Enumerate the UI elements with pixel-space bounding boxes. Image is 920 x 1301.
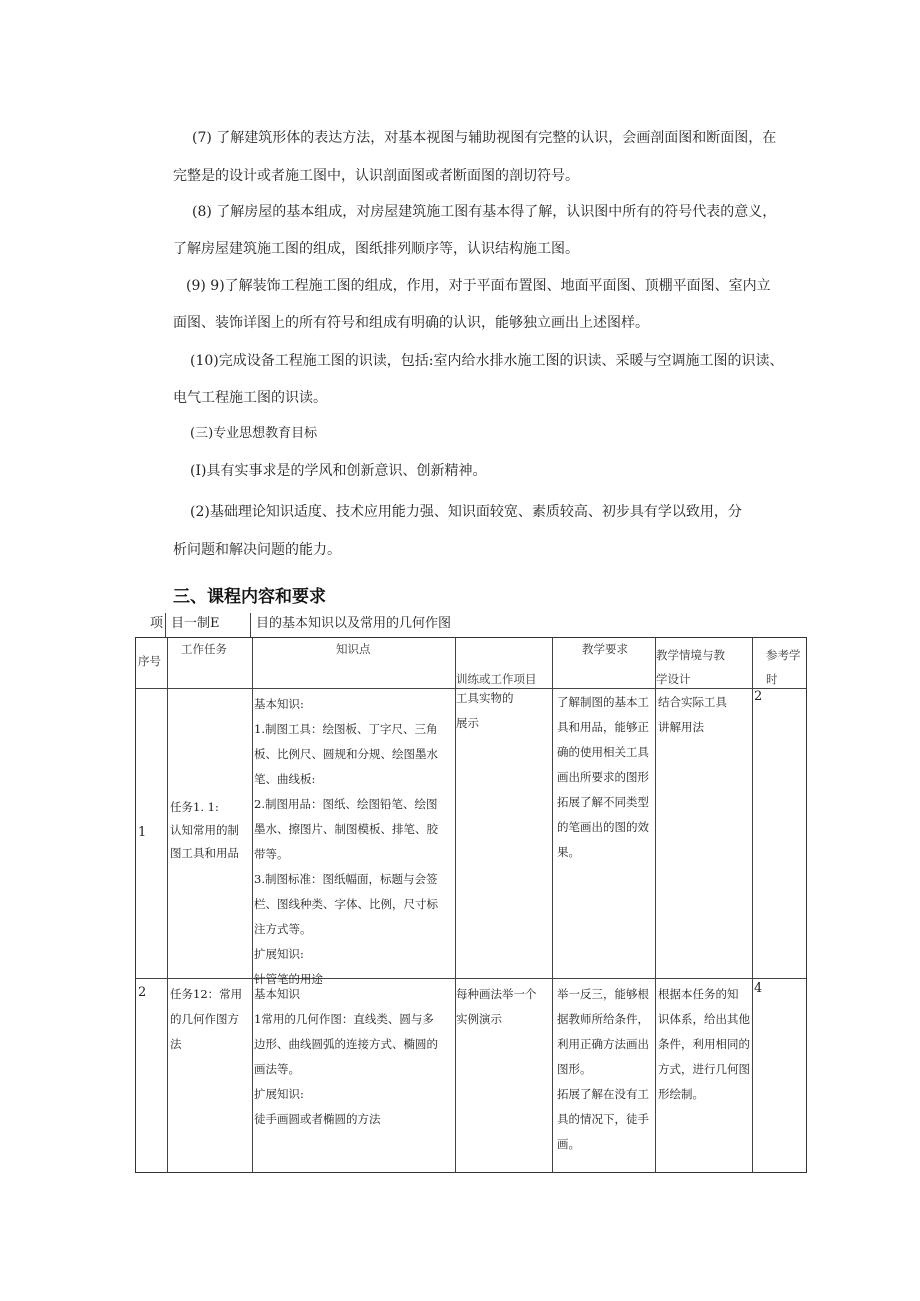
row2-task — [170, 982, 242, 1057]
paragraph-10-line1: (10)完成设备工程施工图的识读，包括:室内给水排水施工图的识读、采暖与空调施工图的识读、 — [190, 353, 784, 369]
paragraph-8-line1: (8) 了解房屋的基本组成，对房屋建筑施工图有基本得了解，认识图中所有的符号代表的意义， — [192, 204, 777, 220]
list-item: 据教师所给条件， — [557, 1012, 649, 1026]
list-item: 栏、图线种类、字体、比例，尺寸标 — [254, 897, 438, 911]
header-training: 训练或工作项目 — [456, 672, 537, 686]
row1-hours: 2 — [754, 689, 763, 704]
project-label: 项 — [150, 616, 164, 631]
row2-training — [456, 982, 537, 1032]
list-item: 笔、曲线板: — [254, 772, 316, 786]
list-item: 徒手画圆或者椭圆的方法 — [254, 1112, 381, 1126]
list-item: 注方式等。 — [254, 922, 312, 936]
list-item: 带等。 — [254, 847, 289, 861]
list-item: 扩展知识: — [254, 1087, 304, 1101]
paragraph-10-line2: 电气工程施工图的识读。 — [173, 390, 327, 406]
list-item: 画法等。 — [254, 1062, 300, 1076]
list-item: 具和用品，能够正 — [557, 720, 649, 734]
course-content-heading: 三、课程内容和要求 — [173, 587, 326, 607]
list-item: 确的使用相关工具 — [557, 745, 649, 759]
list-item: 条件，利用相同的 — [658, 1037, 750, 1051]
goal-2-line2: 析问题和解决问题的能力。 — [173, 542, 341, 558]
list-item: 识体系，给出其他 — [658, 1012, 750, 1026]
list-item: 1常用的几何作图：直线类、圆与多 — [254, 1012, 434, 1026]
row2-requirements — [557, 982, 649, 1157]
list-item: 形绘制。 — [658, 1087, 704, 1101]
row1-task — [170, 796, 239, 865]
list-item: 根据本任务的知 — [658, 987, 739, 1001]
section-heading-3: (三)专业思想教育目标 — [190, 426, 318, 441]
row1-design — [658, 690, 727, 740]
row2-hours: 4 — [754, 981, 763, 996]
row1-task-line1: 任务1. 1: — [170, 800, 219, 814]
list-item: 讲解用法 — [658, 720, 704, 734]
list-item: 画出所要求的图形 — [557, 770, 649, 784]
row1-task-line2: 认知常用的制 — [170, 823, 239, 837]
paragraph-7-line1: (7) 了解建筑形体的表达方法，对基本视图与辅助视图有完整的认识，会画剖面图和断面图，在 — [192, 130, 777, 146]
project-code: 目一制E — [171, 616, 220, 631]
list-item: 果。 — [557, 845, 580, 859]
list-item: 法 — [170, 1037, 182, 1051]
header-task: 工作任务 — [181, 642, 227, 656]
list-item: 基本知识: — [254, 697, 304, 711]
list-item: 结合实际工具 — [658, 695, 727, 709]
list-item: 方式，进行几何图 — [658, 1062, 750, 1076]
list-item: 针管笔的用途 — [254, 972, 323, 986]
list-item: 扩展知识: — [254, 947, 304, 961]
list-item: 的几何作图方 — [170, 1012, 239, 1026]
list-item: 板、比例尺、圆规和分规、绘图墨水 — [254, 747, 438, 761]
list-item: 的笔画出的图的效 — [557, 820, 649, 834]
paragraph-8-line2: 了解房屋建筑施工图的组成，图纸排列顺序等，认识结构施工图。 — [173, 241, 579, 257]
row1-knowledge — [254, 692, 454, 986]
list-item: 1.制图工具：绘图板、丁字尺、三角 — [254, 722, 438, 736]
list-item: 2.制图用品：图纸、绘图铅笔、绘图 — [254, 797, 438, 811]
header-seq: 序号 — [138, 654, 161, 668]
row1-seq: 1 — [138, 825, 147, 840]
list-item: 图形。 — [557, 1062, 592, 1076]
row1-task-line3: 图工具和用品 — [170, 846, 239, 860]
list-item: 工具实物的 — [456, 691, 514, 705]
goal-1: (I)具有实事求是的学风和创新意识、创新精神。 — [190, 463, 487, 479]
header-design-2: 学设计 — [656, 672, 691, 686]
paragraph-9-line2: 面图、装饰详图上的所有符号和组成有明确的认识，能够独立画出上述图样。 — [173, 315, 649, 331]
list-item: 拓展了解在没有工 — [557, 1087, 649, 1101]
row2-knowledge — [254, 982, 438, 1132]
list-item: 了解制图的基本工 — [557, 695, 649, 709]
list-item: 实例演示 — [456, 1012, 502, 1026]
list-item: 画。 — [557, 1137, 580, 1151]
list-item: 墨水、擦图片、制图模板、排笔、胶 — [254, 822, 438, 836]
list-item: 具的情况下，徒手 — [557, 1112, 649, 1126]
row2-design — [658, 982, 750, 1107]
list-item: 拓展了解不同类型 — [557, 795, 649, 809]
header-hours-2: 时 — [766, 672, 778, 686]
header-design-1: 教学情境与教 — [656, 648, 725, 662]
list-item: 举一反三，能够根 — [557, 987, 649, 1001]
row1-requirements — [557, 690, 649, 865]
row1-training — [456, 686, 514, 736]
goal-2-line1: (2)基础理论知识适度、技术应用能力强、知识面较宽、素质较高、初步具有学以致用，分 — [190, 504, 742, 520]
paragraph-9-line1: (9) 9)了解装饰工程施工图的组成，作用，对于平面布置图、地面平面图、顶棚平面图、室内立 — [186, 278, 771, 294]
header-knowledge: 知识点 — [336, 642, 371, 656]
course-table — [135, 637, 807, 1173]
paragraph-7-line2: 完整是的设计或者施工图中，认识剖面图或者断面图的剖切符号。 — [173, 168, 579, 184]
list-item: 任务12：常用 — [170, 987, 243, 1001]
row2-seq: 2 — [138, 985, 147, 1000]
list-item: 基本知识 — [254, 987, 300, 1001]
project-title: 目的基本知识以及常用的几何作图 — [256, 616, 452, 631]
list-item: 展示 — [456, 716, 479, 730]
list-item: 3.制图标准：图纸幅面，标题与会签 — [254, 872, 438, 886]
header-requirements: 教学要求 — [582, 642, 628, 656]
list-item: 每种画法举一个 — [456, 987, 537, 1001]
list-item: 边形、曲线圆弧的连接方式、椭圆的 — [254, 1037, 438, 1051]
header-hours-1: 参考学 — [766, 648, 801, 662]
list-item: 利用正确方法画出 — [557, 1037, 649, 1051]
